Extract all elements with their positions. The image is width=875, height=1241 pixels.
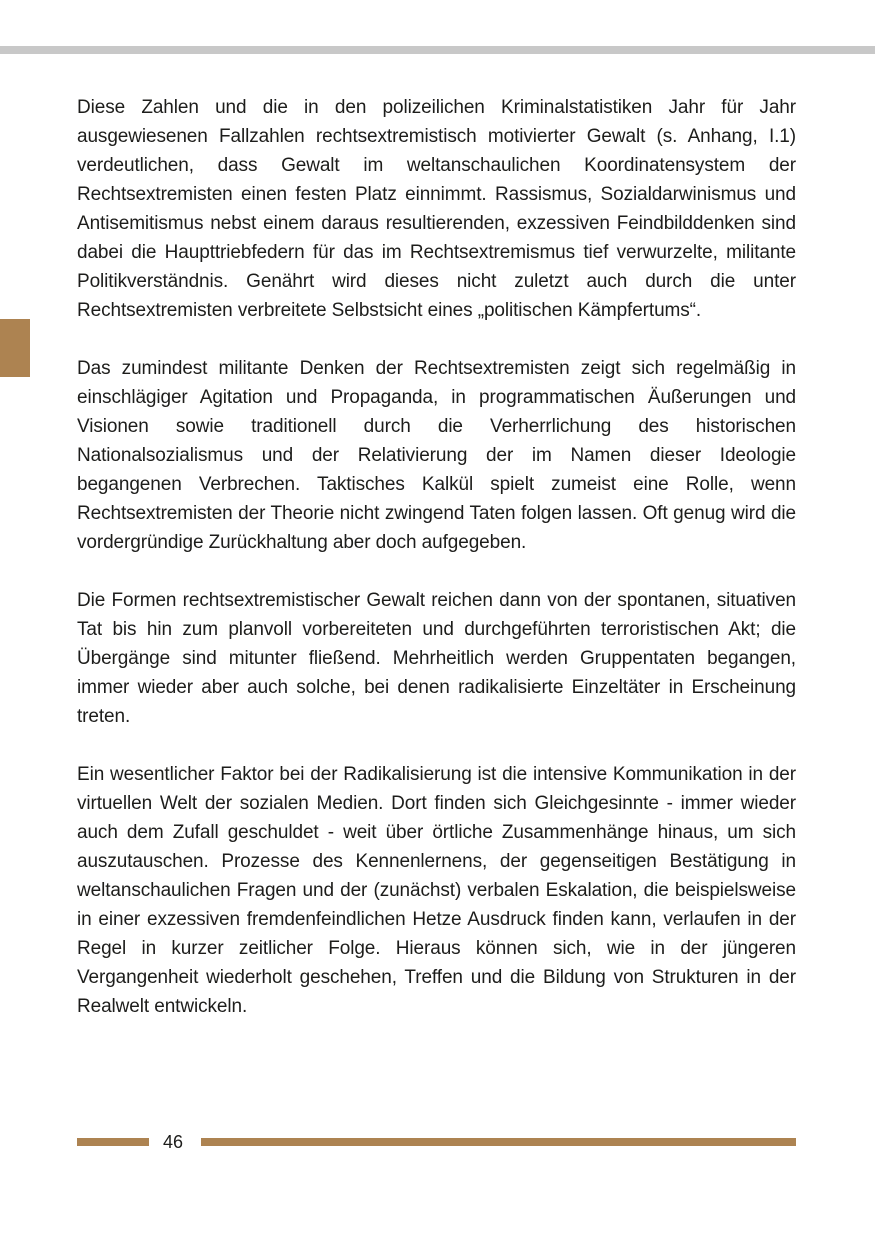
body-paragraph: Ein wesentlicher Faktor bei der Radikalisierung ist die intensive Kommunikation in der virtuellen Welt der sozialen Medien. Dort finden sich Gleichgesinnte - immer wieder auch dem Zufall geschuldet - weit über örtliche Zusammenhänge hinaus, um sich auszutauschen. Prozesse des Kennenlernens, der gegenseitigen Bestätigung in weltanschaulichen Fragen und der (zunächst) verbalen Eskalation, die beispielsweise in einer exzessiven fremdenfeindlichen Hetze Ausdruck finden kann, verlaufen in der Regel in kurzer zeitlicher Folge. Hieraus können sich, wie in der jüngeren Vergangenheit wiederholt geschehen, Treffen und die Bildung von Strukturen in der Realwelt entwickeln.: [77, 764, 796, 1017]
footer-rule-left: [77, 1138, 149, 1146]
page-number: 46: [163, 1132, 184, 1152]
chapter-tab-marker: [0, 319, 30, 377]
page-footer: [77, 1128, 796, 1156]
body-paragraph: Die Formen rechtsextremistischer Gewalt reichen dann von der spontanen, situativen Tat bis hin zum planvoll vorbereiteten und durchgeführten terroristischen Akt; die Übergänge sind mitunter fließend. Mehrheitlich werden Gruppentaten begangen, immer wieder aber auch solche, bei denen radikalisierte Einzeltäter in Erscheinung treten.: [77, 590, 796, 727]
body-paragraph: Das zumindest militante Denken der Rechtsextremisten zeigt sich regelmäßig in einschlägiger Agitation und Propaganda, in programmatischen Äußerungen und Visionen sowie traditionell durch die Verherrlichung des historischen Nationalsozialismus und der Relativierung der im Namen dieser Ideologie begangenen Verbrechen. Taktisches Kalkül spielt zumeist eine Rolle, wenn Rechtsextremisten der Theorie nicht zwingend Taten folgen lassen. Oft genug wird die vordergründige Zurückhaltung aber doch aufgegeben.: [77, 358, 796, 553]
footer-rule-right: [201, 1138, 796, 1146]
top-rule: [0, 46, 875, 54]
body-paragraph: Diese Zahlen und die in den polizeilichen Kriminalstatistiken Jahr für Jahr ausgewiesenen Fallzahlen rechtsextremistisch motivierter Gewalt (s. Anhang, I.1) verdeutlichen, dass Gewalt im weltanschaulichen Koordinatensystem der Rechtsextremisten einen festen Platz einnimmt. Rassismus, Sozialdarwinismus und Antisemitismus nebst einem daraus resultierenden, exzessiven Feindbilddenken sind dabei die Haupttriebfedern für das im Rechtsextremismus tief verwurzelte, militante Politikverständnis. Genährt wird dieses nicht zuletzt auch durch die unter Rechtsextremisten verbreitete Selbstsicht eines „politischen Kämpfertums“.: [77, 97, 796, 321]
page-body: [77, 93, 796, 1050]
